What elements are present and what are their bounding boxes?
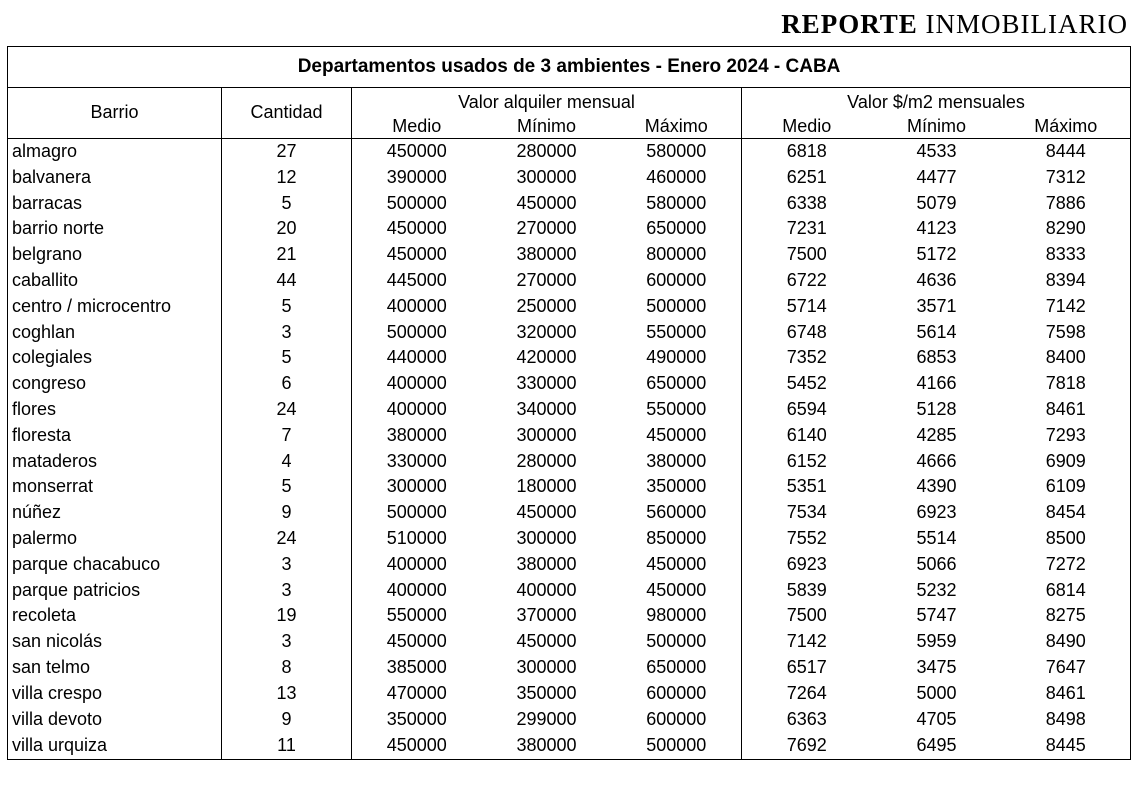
cell-m2-medio: 6748 (786, 321, 827, 342)
cell-alquiler-maximo: 580000 (612, 191, 742, 217)
table-row (8, 216, 1131, 242)
cell-m2-medio: 7552 (786, 527, 827, 548)
cell-alquiler-medio: 400000 (386, 295, 447, 316)
cell-alquiler-maximo: 500000 (612, 294, 742, 320)
cell-alquiler-minimo: 330000 (516, 373, 577, 394)
cell-alquiler-maximo: 600000 (612, 707, 742, 733)
cell-alquiler-minimo: 300000 (516, 527, 577, 548)
subheader-alquiler-medio: Medio (352, 114, 482, 139)
cell-alquiler-medio: 450000 (386, 141, 447, 161)
cell-alquiler-medio: 470000 (386, 682, 447, 703)
brand-strong-text: REPORTE (781, 9, 918, 39)
cell-m2-minimo: 4477 (916, 166, 957, 187)
cell-m2-medio: 5839 (786, 579, 827, 600)
cell-alquiler-minimo: 320000 (516, 321, 577, 342)
cell-m2-medio: 7142 (786, 631, 827, 652)
cell-barrio: parque chacabuco (8, 552, 222, 578)
cell-alquiler-maximo: 500000 (612, 732, 742, 760)
cell-barrio: parque patricios (8, 578, 222, 604)
cell-m2-minimo: 4390 (916, 476, 957, 497)
cell-alquiler-maximo: 980000 (612, 603, 742, 629)
cell-m2-maximo: 7818 (1002, 371, 1131, 397)
cell-m2-medio: 6363 (786, 708, 827, 729)
cell-m2-medio: 6251 (786, 166, 827, 187)
cell-cantidad: 24 (222, 526, 352, 552)
cell-barrio: centro / microcentro (8, 294, 222, 320)
cell-barrio: floresta (8, 423, 222, 449)
cell-cantidad: 13 (222, 681, 352, 707)
table-row (8, 603, 1131, 629)
cell-alquiler-maximo: 800000 (612, 242, 742, 268)
table-row (8, 449, 1131, 475)
cell-m2-medio: 7231 (786, 218, 827, 239)
table-row (8, 629, 1131, 655)
cell-m2-maximo: 8490 (1002, 629, 1131, 655)
cell-alquiler-medio: 400000 (386, 398, 447, 419)
cell-alquiler-minimo: 400000 (516, 579, 577, 600)
cell-alquiler-maximo: 450000 (612, 578, 742, 604)
cell-alquiler-minimo: 450000 (516, 502, 577, 523)
cell-alquiler-maximo: 450000 (612, 423, 742, 449)
cell-m2-medio: 6818 (786, 141, 827, 161)
cell-cantidad: 12 (222, 165, 352, 191)
cell-m2-medio: 7352 (786, 347, 827, 368)
cell-alquiler-minimo: 250000 (516, 295, 577, 316)
cell-alquiler-minimo: 270000 (516, 269, 577, 290)
cell-m2-minimo: 4285 (916, 424, 957, 445)
cell-alquiler-medio: 385000 (386, 656, 447, 677)
cell-alquiler-minimo: 300000 (516, 656, 577, 677)
subheader-m2-maximo: Máximo (1002, 114, 1131, 139)
cell-barrio: san telmo (8, 655, 222, 681)
cell-alquiler-medio: 550000 (386, 605, 447, 626)
cell-alquiler-minimo: 370000 (516, 605, 577, 626)
cell-m2-minimo: 5232 (916, 579, 957, 600)
cell-alquiler-maximo: 580000 (612, 139, 742, 165)
cell-m2-maximo: 8290 (1002, 216, 1131, 242)
cell-m2-maximo: 7886 (1002, 191, 1131, 217)
cell-cantidad: 24 (222, 397, 352, 423)
subheader-m2-minimo: Mínimo (872, 114, 1002, 139)
cell-cantidad: 5 (222, 345, 352, 371)
cell-m2-medio: 6594 (786, 398, 827, 419)
cell-barrio: núñez (8, 500, 222, 526)
cell-alquiler-medio: 450000 (386, 218, 447, 239)
cell-m2-minimo: 6495 (872, 732, 1002, 760)
cell-cantidad: 5 (222, 474, 352, 500)
cell-alquiler-maximo: 450000 (612, 552, 742, 578)
cell-cantidad: 6 (222, 371, 352, 397)
cell-m2-medio: 6338 (786, 192, 827, 213)
cell-cantidad: 3 (222, 578, 352, 604)
cell-m2-minimo: 5514 (916, 527, 957, 548)
cell-m2-minimo: 5128 (916, 398, 957, 419)
table-row (8, 371, 1131, 397)
cell-m2-medio: 5351 (786, 476, 827, 497)
cell-m2-minimo: 5614 (916, 321, 957, 342)
cell-alquiler-maximo: 650000 (612, 216, 742, 242)
cell-m2-minimo: 6923 (916, 502, 957, 523)
table-row (8, 139, 1131, 165)
cell-cantidad: 19 (222, 603, 352, 629)
cell-cantidad: 3 (222, 552, 352, 578)
group-header-m2: Valor $/m2 mensuales (742, 88, 1131, 115)
cell-cantidad: 21 (222, 242, 352, 268)
cell-alquiler-medio: 445000 (386, 269, 447, 290)
cell-alquiler-maximo: 490000 (612, 345, 742, 371)
cell-m2-minimo: 4636 (916, 269, 957, 290)
cell-alquiler-medio: 400000 (386, 553, 447, 574)
cell-barrio: barracas (8, 191, 222, 217)
cell-m2-medio: 7500 (786, 605, 827, 626)
cell-alquiler-minimo: 450000 (516, 631, 577, 652)
cell-m2-maximo: 8454 (1002, 500, 1131, 526)
cell-m2-maximo: 7647 (1002, 655, 1131, 681)
table-row (8, 732, 1131, 760)
cell-alquiler-medio: 400000 (386, 579, 447, 600)
cell-m2-medio: 5714 (786, 295, 827, 316)
cell-barrio: villa crespo (8, 681, 222, 707)
cell-alquiler-maximo: 560000 (612, 500, 742, 526)
cell-m2-minimo: 4123 (916, 218, 957, 239)
cell-alquiler-medio: 400000 (386, 373, 447, 394)
cell-alquiler-maximo: 850000 (612, 526, 742, 552)
cell-barrio: coghlan (8, 320, 222, 346)
cell-alquiler-medio: 500000 (386, 321, 447, 342)
cell-barrio: almagro (8, 139, 222, 165)
cell-alquiler-medio: 500000 (386, 502, 447, 523)
cell-alquiler-maximo: 600000 (612, 268, 742, 294)
table-row (8, 423, 1131, 449)
cell-barrio: caballito (8, 268, 222, 294)
table-row (8, 526, 1131, 552)
table-title: Departamentos usados de 3 ambientes - Enero 2024 - CABA (8, 47, 1131, 88)
cell-m2-maximo: 8444 (1002, 139, 1131, 165)
cell-barrio: colegiales (8, 345, 222, 371)
cell-cantidad: 5 (222, 294, 352, 320)
cell-m2-minimo: 5079 (916, 192, 957, 213)
table-row (8, 191, 1131, 217)
cell-alquiler-minimo: 380000 (516, 553, 577, 574)
cell-m2-medio: 6152 (786, 450, 827, 471)
cell-alquiler-medio: 450000 (352, 732, 482, 760)
cell-m2-maximo: 8461 (1002, 681, 1131, 707)
cell-m2-minimo: 3475 (916, 656, 957, 677)
cell-m2-medio: 7264 (786, 682, 827, 703)
cell-m2-medio: 6722 (786, 269, 827, 290)
table-row (8, 578, 1131, 604)
cell-alquiler-maximo: 350000 (612, 474, 742, 500)
cell-m2-minimo: 5747 (916, 605, 957, 626)
cell-barrio: barrio norte (8, 216, 222, 242)
cell-alquiler-maximo: 500000 (612, 629, 742, 655)
cell-alquiler-medio: 450000 (386, 244, 447, 265)
cell-cantidad: 27 (222, 139, 352, 165)
table-row (8, 500, 1131, 526)
table-row (8, 474, 1131, 500)
cell-m2-maximo: 7293 (1002, 423, 1131, 449)
cell-alquiler-medio: 390000 (386, 166, 447, 187)
table-row (8, 268, 1131, 294)
cell-m2-maximo: 6109 (1002, 474, 1131, 500)
table-body (8, 139, 1131, 760)
table-row (8, 242, 1131, 268)
cell-barrio: villa urquiza (8, 732, 222, 760)
cell-alquiler-minimo: 350000 (516, 682, 577, 703)
cell-cantidad: 7 (222, 423, 352, 449)
cell-m2-maximo: 7142 (1002, 294, 1131, 320)
cell-alquiler-minimo: 450000 (516, 192, 577, 213)
subheader-m2-medio: Medio (742, 114, 872, 139)
rental-report-table (7, 46, 1131, 760)
cell-cantidad: 9 (222, 500, 352, 526)
cell-m2-maximo: 7598 (1002, 320, 1131, 346)
cell-barrio: monserrat (8, 474, 222, 500)
table-row (8, 345, 1131, 371)
table-row (8, 655, 1131, 681)
cell-m2-maximo: 8394 (1002, 268, 1131, 294)
cell-m2-maximo: 8275 (1002, 603, 1131, 629)
cell-alquiler-maximo: 650000 (612, 371, 742, 397)
cell-alquiler-medio: 350000 (386, 708, 447, 729)
cell-barrio: san nicolás (8, 629, 222, 655)
cell-m2-minimo: 4666 (916, 450, 957, 471)
cell-alquiler-minimo: 299000 (516, 708, 577, 729)
cell-m2-medio: 7534 (786, 502, 827, 523)
subheader-alquiler-minimo: Mínimo (482, 114, 612, 139)
table-row (8, 397, 1131, 423)
cell-alquiler-maximo: 550000 (612, 397, 742, 423)
cell-barrio: palermo (8, 526, 222, 552)
cell-m2-medio: 6923 (786, 553, 827, 574)
cell-m2-maximo: 8461 (1002, 397, 1131, 423)
cell-cantidad: 9 (222, 707, 352, 733)
cell-m2-minimo: 5066 (916, 553, 957, 574)
cell-barrio: recoleta (8, 603, 222, 629)
group-header-alquiler: Valor alquiler mensual (352, 88, 742, 115)
cell-alquiler-medio: 330000 (386, 450, 447, 471)
cell-m2-maximo: 8445 (1002, 732, 1131, 760)
cell-barrio: flores (8, 397, 222, 423)
column-header-barrio: Barrio (8, 88, 222, 139)
cell-alquiler-maximo: 460000 (612, 165, 742, 191)
cell-m2-minimo: 3571 (916, 295, 957, 316)
cell-m2-minimo: 6853 (916, 347, 957, 368)
cell-cantidad: 5 (222, 191, 352, 217)
cell-barrio: mataderos (8, 449, 222, 475)
cell-barrio: congreso (8, 371, 222, 397)
cell-alquiler-minimo: 380000 (482, 732, 612, 760)
cell-m2-minimo: 4705 (916, 708, 957, 729)
cell-alquiler-minimo: 300000 (516, 166, 577, 187)
cell-m2-maximo: 8500 (1002, 526, 1131, 552)
table-row (8, 320, 1131, 346)
cell-alquiler-minimo: 420000 (516, 347, 577, 368)
cell-alquiler-minimo: 280000 (516, 141, 577, 161)
subheader-alquiler-maximo: Máximo (612, 114, 742, 139)
column-header-cantidad: Cantidad (222, 88, 352, 139)
cell-barrio: belgrano (8, 242, 222, 268)
cell-cantidad: 11 (222, 732, 352, 760)
cell-alquiler-maximo: 650000 (612, 655, 742, 681)
cell-cantidad: 8 (222, 655, 352, 681)
cell-m2-medio: 6140 (786, 424, 827, 445)
table-row (8, 294, 1131, 320)
cell-alquiler-medio: 300000 (386, 476, 447, 497)
cell-alquiler-medio: 440000 (386, 347, 447, 368)
cell-cantidad: 4 (222, 449, 352, 475)
cell-m2-maximo: 8400 (1002, 345, 1131, 371)
cell-m2-minimo: 5000 (916, 682, 957, 703)
cell-cantidad: 3 (222, 320, 352, 346)
cell-alquiler-medio: 450000 (386, 631, 447, 652)
brand-logo (781, 8, 1128, 40)
table-row (8, 681, 1131, 707)
cell-m2-minimo: 5172 (916, 244, 957, 265)
cell-m2-maximo: 6814 (1002, 578, 1131, 604)
table-row (8, 165, 1131, 191)
cell-m2-medio: 6517 (786, 656, 827, 677)
cell-m2-minimo: 4533 (916, 141, 957, 161)
cell-m2-maximo: 7272 (1002, 552, 1131, 578)
cell-alquiler-minimo: 340000 (516, 398, 577, 419)
cell-alquiler-maximo: 550000 (612, 320, 742, 346)
cell-m2-medio: 5452 (786, 373, 827, 394)
cell-alquiler-minimo: 280000 (516, 450, 577, 471)
cell-m2-minimo: 5959 (916, 631, 957, 652)
cell-m2-minimo: 4166 (916, 373, 957, 394)
cell-m2-maximo: 6909 (1002, 449, 1131, 475)
cell-m2-maximo: 8498 (1002, 707, 1131, 733)
cell-alquiler-minimo: 270000 (516, 218, 577, 239)
cell-m2-medio: 7500 (786, 244, 827, 265)
cell-alquiler-maximo: 380000 (612, 449, 742, 475)
cell-alquiler-minimo: 300000 (516, 424, 577, 445)
cell-barrio: balvanera (8, 165, 222, 191)
cell-m2-maximo: 8333 (1002, 242, 1131, 268)
cell-cantidad: 20 (222, 216, 352, 242)
cell-m2-medio: 7692 (742, 732, 872, 760)
cell-alquiler-medio: 380000 (386, 424, 447, 445)
cell-barrio: villa devoto (8, 707, 222, 733)
cell-alquiler-medio: 500000 (386, 192, 447, 213)
cell-alquiler-medio: 510000 (386, 527, 447, 548)
cell-m2-maximo: 7312 (1002, 165, 1131, 191)
cell-alquiler-maximo: 600000 (612, 681, 742, 707)
cell-cantidad: 44 (222, 268, 352, 294)
table-row (8, 552, 1131, 578)
cell-alquiler-minimo: 180000 (516, 476, 577, 497)
cell-alquiler-minimo: 380000 (516, 244, 577, 265)
table-row (8, 707, 1131, 733)
cell-cantidad: 3 (222, 629, 352, 655)
brand-light-text: INMOBILIARIO (925, 9, 1128, 39)
